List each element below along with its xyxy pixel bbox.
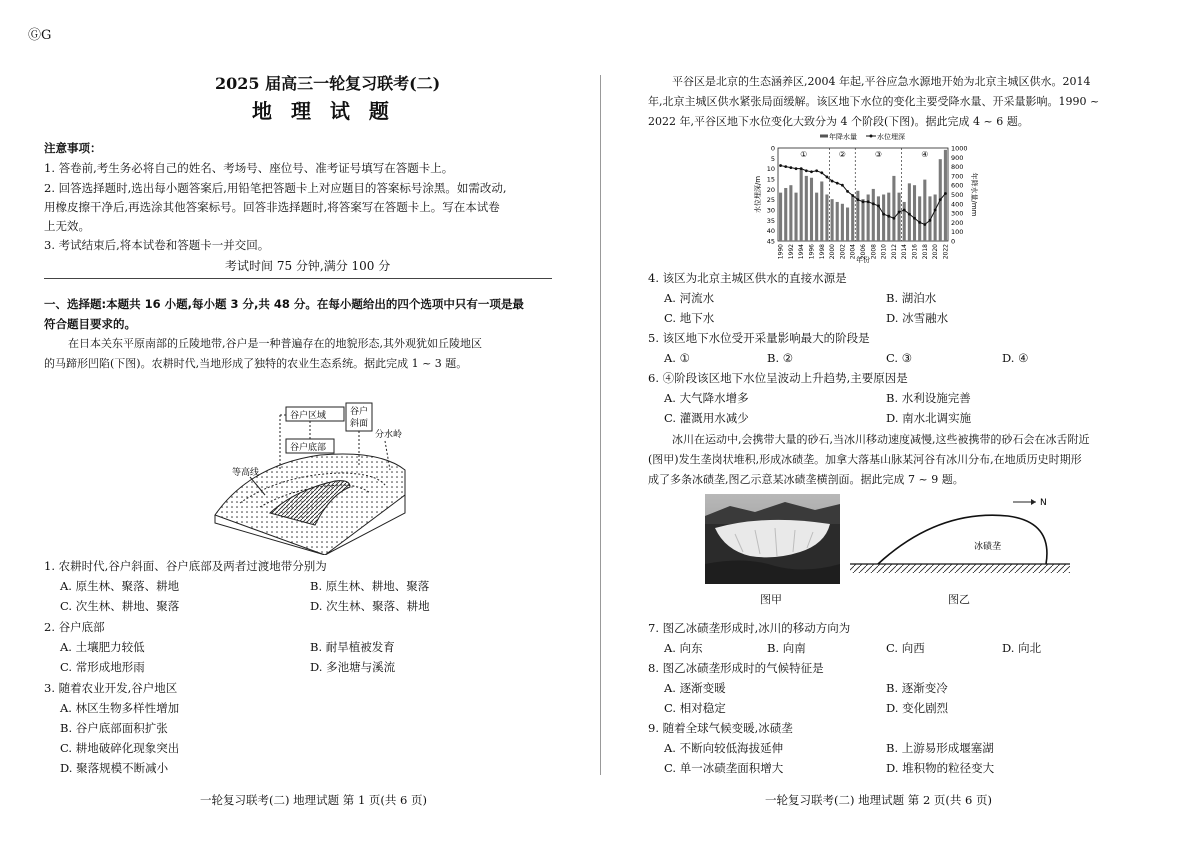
q7-stem: 7. 图乙冰碛垄形成时,冰川的移动方向为 — [648, 621, 851, 635]
precip-bar — [820, 181, 823, 241]
q6-option-c[interactable]: C. 灌溉用水减少 — [664, 411, 749, 425]
q9-option-d[interactable]: D. 堆积物的粒径变大 — [886, 761, 995, 775]
stage-label: ② — [838, 150, 846, 159]
q5-option-b[interactable]: B. ② — [767, 351, 794, 365]
precip-bar — [872, 189, 875, 241]
q1-option-c[interactable]: C. 次生林、耕地、聚落 — [60, 599, 180, 613]
precip-bar — [836, 202, 839, 241]
x-tick-label: 2002 — [839, 244, 847, 260]
depth-point — [867, 200, 870, 203]
r-intro-line-1: 平谷区是北京的生态涵养区,2004 年起,平谷应急水源地开始为北京主城区供水。2014 — [672, 75, 1091, 88]
precip-bar — [789, 185, 792, 241]
depth-point — [800, 167, 803, 170]
depth-point — [779, 164, 782, 167]
depth-point — [810, 170, 813, 173]
depth-point — [841, 184, 844, 187]
q4-option-a[interactable]: A. 河流水 — [664, 291, 715, 305]
section-title-line-2: 符合题目要求的。 — [44, 317, 136, 331]
left-tick-label: 45 — [766, 237, 775, 246]
q9-option-c[interactable]: C. 单一冰碛垄面积增大 — [664, 761, 784, 775]
q6-option-d[interactable]: D. 南水北调实施 — [886, 411, 972, 425]
glacier-photo — [705, 494, 840, 584]
right-tick-label: 700 — [951, 172, 964, 181]
depth-point — [851, 194, 854, 197]
right-tick-label: 0 — [951, 237, 956, 246]
precip-bar — [841, 204, 844, 241]
q5-option-a[interactable]: A. ① — [664, 351, 690, 365]
q9-option-a[interactable]: A. 不断向较低海拔延伸 — [664, 741, 784, 755]
q7-option-b[interactable]: B. 向南 — [767, 641, 806, 655]
left-tick-label: 5 — [770, 154, 775, 163]
depth-point — [934, 209, 937, 212]
depth-point — [815, 169, 818, 172]
depth-point — [872, 202, 875, 205]
q1-option-b[interactable]: B. 原生林、耕地、聚落 — [310, 579, 430, 593]
north-label: N — [1040, 498, 1047, 508]
left-tick-label: 15 — [766, 175, 775, 184]
x-tick-label: 1998 — [818, 244, 826, 260]
depth-point — [913, 217, 916, 220]
note-line-2: 2. 回答选择题时,选出每小题答案后,用铅笔把答题卡上对应题目的答案标号涂黑。如需改动, — [44, 181, 507, 195]
q7-option-d[interactable]: D. 向北 — [1002, 641, 1042, 655]
left-tick-label: 35 — [766, 216, 775, 225]
precip-bar — [779, 193, 782, 241]
depth-point — [887, 215, 890, 218]
precip-bar — [846, 208, 849, 241]
x-tick-label: 2016 — [911, 244, 919, 260]
precip-bar — [934, 195, 937, 242]
precip-bar — [851, 196, 854, 241]
groundwater-chart — [748, 128, 978, 264]
left-tick-label: 20 — [766, 185, 775, 194]
q7-option-a[interactable]: A. 向东 — [664, 641, 703, 655]
depth-point — [862, 200, 865, 203]
depth-point — [805, 169, 808, 172]
depth-point — [923, 223, 926, 226]
q8-option-a[interactable]: A. 逐渐变暖 — [664, 681, 726, 695]
right-tick-label: 900 — [951, 153, 964, 162]
q4-option-c[interactable]: C. 地下水 — [664, 311, 715, 325]
precip-bar — [810, 178, 813, 241]
left-tick-label: 0 — [770, 144, 775, 153]
precip-bar — [805, 176, 808, 241]
depth-point — [918, 221, 921, 224]
precip-bar — [794, 193, 797, 241]
q9-option-b[interactable]: B. 上游易形成堰塞湖 — [886, 741, 994, 755]
right-tick-label: 100 — [951, 228, 964, 237]
x-tick-label: 2000 — [829, 244, 837, 260]
label-bottom: 谷户底部 — [290, 443, 327, 453]
legend-label-depth: 水位埋深 — [877, 133, 905, 141]
x-tick-label: 2012 — [890, 244, 898, 260]
exam-title: 2025 届高三一轮复习联考(二) — [215, 74, 441, 93]
q6-option-a[interactable]: A. 大气降水增多 — [664, 391, 749, 405]
x-axis-label: 年份 — [856, 256, 870, 264]
label-contour: 等高线 — [232, 468, 260, 478]
precip-bar — [784, 188, 787, 241]
r-intro-line-3: 2022 年,平谷区地下水位变化大致分为 4 个阶段(下图)。据此完成 4 ~ 6 题。 — [648, 115, 1029, 128]
note-line-3: 用橡皮擦干净后,再选涂其他答案标号。回答非选择题时,将答案写在答题卡上。写在本试卷 — [44, 200, 500, 214]
moraine-profile — [848, 494, 1073, 584]
stage-label: ① — [800, 150, 808, 159]
glacier-intro-3: 成了多条冰碛垄,图乙示意某冰碛垄横剖面。据此完成 7 ~ 9 题。 — [648, 473, 964, 486]
x-tick-label: 2018 — [921, 244, 929, 260]
depth-point — [944, 192, 947, 195]
q2-option-d[interactable]: D. 多池塘与溪流 — [310, 660, 396, 674]
q8-option-c[interactable]: C. 相对稳定 — [664, 701, 726, 715]
label-forest: 谷户区域 — [290, 411, 327, 421]
depth-point — [877, 204, 880, 207]
x-tick-label: 2004 — [849, 244, 857, 260]
q1-option-a[interactable]: A. 原生林、聚落、耕地 — [60, 579, 180, 593]
precip-bar — [831, 199, 834, 241]
legend-label-precip: 年降水量 — [829, 133, 857, 141]
q2-option-b[interactable]: B. 耐旱植被发育 — [310, 640, 395, 654]
label-divide: 分水岭 — [375, 430, 403, 440]
x-tick-label: 1994 — [798, 244, 806, 260]
exam-subtitle: 地 理 试 题 — [252, 99, 395, 123]
precip-bar — [815, 193, 818, 241]
q8-stem: 8. 图乙冰碛垄形成时的气候特征是 — [648, 661, 824, 675]
precip-bar — [882, 195, 885, 242]
left-tick-label: 10 — [766, 165, 775, 174]
precip-bar — [892, 176, 895, 241]
left-tick-label: 40 — [766, 227, 775, 236]
intro-line-2: 的马蹄形凹陷(下图)。农耕时代,当地形成了独特的农业生态系统。据此完成 1 ~ 3 题。 — [44, 357, 468, 370]
right-tick-label: 300 — [951, 209, 964, 218]
x-tick-label: 1990 — [777, 244, 785, 260]
depth-point — [882, 213, 885, 216]
x-tick-label: 1996 — [808, 244, 816, 260]
precip-bar — [918, 196, 921, 241]
left-tick-label: 30 — [766, 206, 775, 215]
fig-a-caption: 图甲 — [760, 593, 782, 606]
precip-bar — [861, 199, 864, 241]
note-line-5: 3. 考试结束后,将本试卷和答题卡一并交回。 — [44, 238, 270, 252]
q3-stem: 3. 随着农业开发,谷户地区 — [44, 681, 178, 695]
glacier-intro-2: (图甲)发生垄岗状堆积,形成冰碛垄。加拿大落基山脉某河谷有冰川分布,在地质历史时期形 — [648, 453, 1082, 466]
q6-option-b[interactable]: B. 水利设施完善 — [886, 391, 971, 405]
q3-option-a[interactable]: A. 林区生物多样性增加 — [60, 701, 180, 715]
q3-option-d[interactable]: D. 聚落规模不断减小 — [60, 761, 169, 775]
legend-marker-depth — [870, 135, 873, 138]
exam-info: 考试时间 75 分钟,满分 100 分 — [225, 259, 391, 273]
note-line-4: 上无效。 — [44, 219, 90, 233]
x-tick-label: 2014 — [901, 244, 909, 260]
precip-bar — [825, 195, 828, 242]
section-title-line-1: 一、选择题:本题共 16 小题,每小题 3 分,共 48 分。在每小题给出的四个选项中只有一项是最 — [44, 297, 524, 311]
page-divider — [600, 75, 601, 775]
q2-option-c[interactable]: C. 常形成地形雨 — [60, 660, 145, 674]
q4-option-b[interactable]: B. 湖泊水 — [886, 291, 937, 305]
left-tick-label: 25 — [766, 196, 775, 205]
depth-point — [908, 213, 911, 216]
depth-point — [856, 198, 859, 201]
right-tick-label: 400 — [951, 200, 964, 209]
q5-option-d[interactable]: D. ④ — [1002, 351, 1029, 365]
q1-stem: 1. 农耕时代,谷户斜面、谷户底部及两者过渡地带分别为 — [44, 559, 327, 573]
right-tick-label: 1000 — [951, 144, 968, 153]
depth-point — [836, 182, 839, 185]
moraine-ridge — [878, 515, 1047, 564]
notes-heading: 注意事项： — [44, 141, 102, 155]
header-rule — [44, 278, 552, 279]
fig-b-caption: 图乙 — [948, 593, 970, 606]
q3-option-b[interactable]: B. 谷户底部面积扩张 — [60, 721, 168, 735]
right-tick-label: 200 — [951, 218, 964, 227]
stage-label: ④ — [921, 150, 929, 159]
x-tick-label: 1992 — [787, 244, 795, 260]
depth-point — [795, 167, 798, 170]
precip-bar — [913, 185, 916, 241]
precip-bar — [903, 202, 906, 241]
depth-point — [784, 165, 787, 168]
depth-point — [820, 171, 823, 174]
label-slope-1: 谷户 — [350, 407, 369, 417]
q8-option-b[interactable]: B. 逐渐变冷 — [886, 681, 948, 695]
q9-stem: 9. 随着全球气候变暖,冰碛垄 — [648, 721, 793, 735]
q2-stem: 2. 谷户底部 — [44, 620, 105, 634]
moraine-label: 冰碛垄 — [974, 542, 1002, 552]
precip-bar — [800, 168, 803, 241]
yato-diagram — [210, 395, 425, 555]
q6-stem: 6. ④阶段该区地下水位呈波动上升趋势,主要原因是 — [648, 371, 908, 385]
precip-bar — [923, 180, 926, 241]
right-axis-label: 年降水量/mm — [970, 172, 978, 217]
x-tick-label: 2020 — [932, 244, 940, 260]
left-axis-label: 水位埋深/m — [754, 175, 762, 214]
depth-point — [898, 211, 901, 214]
depth-point — [789, 166, 792, 169]
precip-bar — [898, 193, 901, 241]
depth-point — [831, 180, 834, 183]
depth-point — [846, 190, 849, 193]
depth-point — [893, 217, 896, 220]
q5-option-c[interactable]: C. ③ — [886, 351, 913, 365]
x-tick-label: 2022 — [942, 244, 950, 260]
depth-point — [939, 198, 942, 201]
note-line-1: 1. 答卷前,考生务必将自己的姓名、考场号、座位号、准考证号填写在答题卡上。 — [44, 161, 454, 175]
depth-point — [903, 209, 906, 212]
q7-option-c[interactable]: C. 向西 — [886, 641, 925, 655]
x-tick-label: 2010 — [880, 244, 888, 260]
footer-right: 一轮复习联考(二) 地理试题 第 2 页(共 6 页) — [765, 793, 993, 807]
q3-option-c[interactable]: C. 耕地破碎化现象突出 — [60, 741, 180, 755]
label-slope-2: 斜面 — [350, 419, 369, 429]
right-tick-label: 800 — [951, 163, 964, 172]
r-intro-line-2: 年,北京主城区供水紧张局面缓解。该区地下水位的变化主要受降水量、开采量影响。1990 ~ — [648, 95, 1100, 108]
stage-label: ③ — [874, 150, 883, 159]
q4-option-d[interactable]: D. 冰雪融水 — [886, 311, 949, 325]
depth-point — [929, 219, 932, 222]
right-tick-label: 500 — [951, 191, 964, 199]
q4-stem: 4. 该区为北京主城区供水的直接水源是 — [648, 271, 847, 285]
depth-point — [826, 176, 829, 179]
q5-stem: 5. 该区地下水位受开采量影响最大的阶段是 — [648, 331, 870, 345]
precip-bar — [908, 183, 911, 241]
glacier-intro-1: 冰川在运动中,会携带大量的砂石,当冰川移动速度减慢,这些被携带的砂石会在冰舌附近 — [672, 433, 1090, 446]
precip-bar — [877, 196, 880, 241]
x-tick-label: 2006 — [860, 244, 867, 260]
logo-mark: ⒼG — [28, 28, 52, 43]
q8-option-d[interactable]: D. 变化剧烈 — [886, 701, 949, 715]
right-tick-label: 600 — [951, 181, 964, 190]
footer-left: 一轮复习联考(二) 地理试题 第 1 页(共 6 页) — [200, 793, 428, 807]
intro-line-1: 在日本关东平原南部的丘陵地带,谷户是一种普遍存在的地貌形态,其外观犹如丘陵地区 — [68, 337, 482, 350]
q2-option-a[interactable]: A. 土壤肥力较低 — [60, 640, 145, 654]
x-tick-label: 2008 — [870, 244, 878, 260]
q1-option-d[interactable]: D. 次生林、聚落、耕地 — [310, 599, 430, 613]
